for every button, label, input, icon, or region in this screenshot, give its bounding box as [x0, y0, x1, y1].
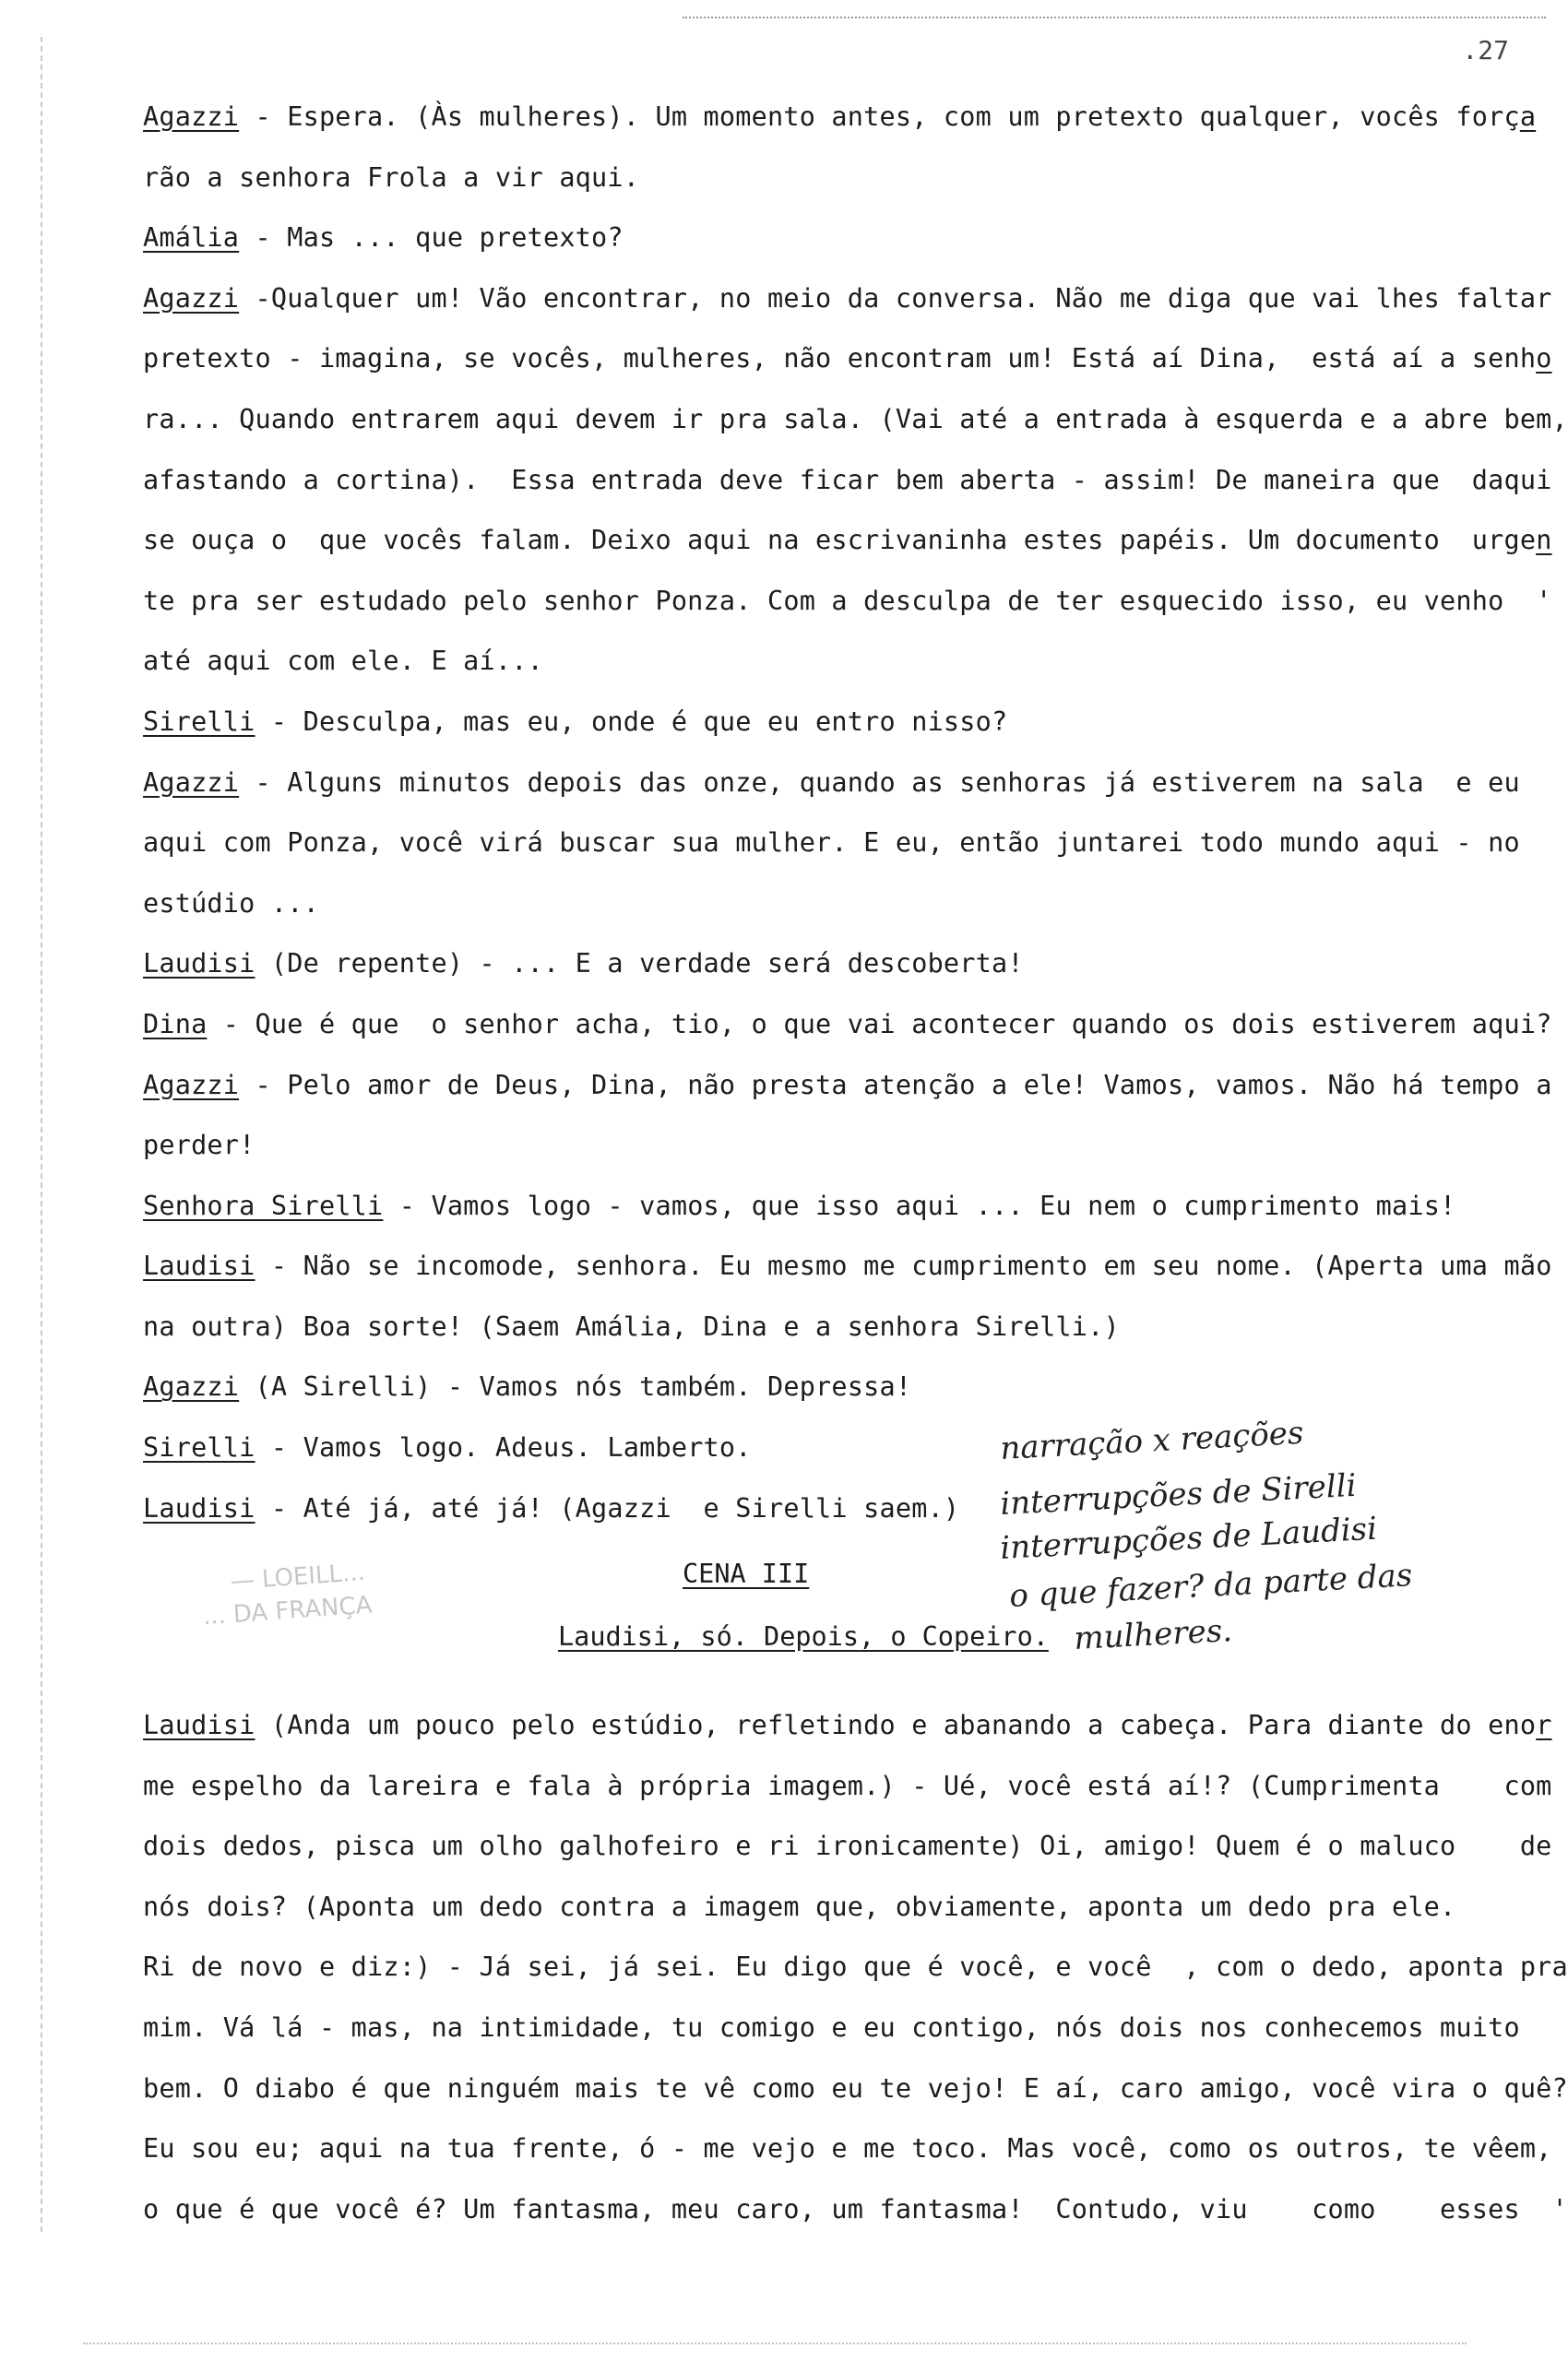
text-line: [143, 1297, 1508, 1358]
line-text: - Pelo amor de Deus, Dina, não presta atenção a ele! Vamos, vamos. Não há tempo a: [239, 1069, 1552, 1100]
line-text: - Que é que o senhor acha, tio, o que vai acontecer quando os dois estiverem aqui?: [207, 1008, 1552, 1039]
text-line: [143, 450, 1552, 511]
line-text: mim. Vá lá - mas, na intimidade, tu comigo e eu contigo, nós dois nos conhecemos muito: [143, 2011, 1520, 2043]
page-number: .27: [1462, 35, 1509, 65]
line-text: - Desculpa, mas eu, onde é que eu entro nisso?: [255, 706, 1008, 737]
handwritten-annotation: [992, 1414, 1545, 1660]
text-line: [143, 631, 1508, 692]
underlined-text: Agazzi: [143, 101, 240, 132]
line-text: (Anda um pouco pelo estúdio, refletindo e abanando a cabeça. Para diante do eno: [255, 1710, 1537, 1740]
line-text: - Até já, até já! (Agazzi e Sirelli saem.): [255, 1492, 960, 1524]
text-line: [143, 2179, 1568, 2240]
text-line: [143, 2118, 1552, 2179]
text-line: [143, 873, 1508, 934]
text-line: [143, 571, 1552, 632]
underlined-text: Sirelli: [143, 706, 255, 737]
handwritten-line: interrupções de Laudisi: [999, 1510, 1378, 1567]
dialogue-block-bottom: [143, 1695, 1568, 2239]
text-line: [143, 389, 1568, 450]
underlined-text: Dina: [143, 1008, 208, 1039]
text-line: [143, 753, 1520, 813]
text-line: [143, 87, 1537, 148]
line-text: -Qualquer um! Vão encontrar, no meio da conversa. Não me diga que vai lhes faltar: [239, 282, 1552, 314]
top-dotted-rule: [683, 17, 1546, 18]
underlined-text: Laudisi: [143, 1492, 255, 1524]
text-line: [143, 933, 1508, 994]
line-text: perder!: [143, 1130, 255, 1161]
faint-note-line: — LOEILL...: [229, 1559, 366, 1596]
line-text: Eu sou eu; aqui na tua frente, ó - me vejo e me toco. Mas você, como os outros, te vêem,: [143, 2133, 1552, 2165]
handwritten-line: narração x reações: [999, 1414, 1305, 1467]
text-line: [143, 1115, 1508, 1176]
line-text: aqui com Ponza, você virá buscar sua mulher. E eu, então juntarei todo mundo aqui - no: [143, 827, 1520, 859]
line-text: o que é que você é? Um fantasma, meu caro, um fantasma! Contudo, viu como esses ': [143, 2193, 1568, 2225]
scene-subtitle: Laudisi, só. Depois, o Copeiro.: [558, 1621, 1049, 1652]
underlined-text: Agazzi: [143, 766, 240, 798]
line-text: até aqui com ele. E aí...: [143, 646, 543, 677]
text-line: [143, 1937, 1568, 1998]
text-line: [143, 692, 1508, 753]
underlined-text: a: [1519, 101, 1537, 132]
line-text: ra... Quando entrarem aqui devem ir pra sala. (Vai até a entrada à esquerda e a abre bem,: [143, 403, 1568, 434]
bottom-dotted-rule: [83, 2343, 1467, 2344]
line-text: - Espera. (Às mulheres). Um momento antes, com um pretexto qualquer, vocês forç: [239, 101, 1520, 132]
text-line: [143, 1695, 1552, 1756]
line-text: te pra ser estudado pelo senhor Ponza. Com a desculpa de ter esquecido isso, eu venho ': [143, 585, 1552, 616]
text-line: [143, 328, 1552, 389]
line-text: Ri de novo e diz:) - Já sei, já sei. Eu digo que é você, e você , com o dedo, aponta pra: [143, 1952, 1568, 1983]
underlined-text: Agazzi: [143, 1371, 240, 1403]
line-text: pretexto - imagina, se vocês, mulheres, não encontram um! Está aí Dina, está aí a senh: [143, 343, 1537, 374]
text-line: [143, 148, 1508, 208]
text-line: [143, 1756, 1552, 1817]
text-line: [143, 510, 1552, 571]
text-line: [143, 1357, 1508, 1418]
line-text: afastando a cortina). Essa entrada deve ficar bem aberta - assim! De maneira que daqui: [143, 464, 1552, 495]
underlined-text: o: [1536, 343, 1552, 374]
text-line: [143, 1998, 1520, 2058]
text-line: [143, 2058, 1568, 2119]
text-line: [143, 268, 1552, 329]
text-line: [143, 1055, 1552, 1116]
line-text: - Vamos logo. Adeus. Lamberto.: [255, 1432, 752, 1464]
line-text: rão a senhora Frola a vir aqui.: [143, 161, 640, 193]
line-text: bem. O diabo é que ninguém mais te vê como eu te vejo! E aí, caro amigo, você vira o quê?: [143, 2072, 1568, 2104]
handwritten-line: o que fazer? da parte das: [1008, 1557, 1414, 1615]
line-text: - Vamos logo - vamos, que isso aqui ... Eu nem o cumprimento mais!: [383, 1190, 1456, 1221]
line-text: - Mas ... que pretexto?: [239, 222, 624, 254]
line-text: me espelho da lareira e fala à própria imagem.) - Ué, você está aí!? (Cumprimenta com: [143, 1770, 1552, 1801]
text-line: [143, 1236, 1552, 1297]
underlined-text: Agazzi: [143, 282, 240, 314]
text-line: [143, 1877, 1508, 1938]
line-text: nós dois? (Aponta um dedo contra a imagem que, obviamente, aponta um dedo pra ele.: [143, 1891, 1456, 1922]
handwritten-line: mulheres.: [1073, 1612, 1233, 1657]
dialogue-block-top: [143, 87, 1568, 1538]
faint-note-line: ... DA FRANÇA: [201, 1591, 374, 1631]
text-line: [143, 994, 1552, 1055]
handwritten-line: interrupções de Sirelli: [999, 1466, 1358, 1523]
underlined-text: Senhora Sirelli: [143, 1190, 384, 1221]
line-text: se ouça o que vocês falam. Deixo aqui na escrivaninha estes papéis. Um documento urge: [143, 525, 1537, 556]
underlined-text: n: [1536, 525, 1552, 556]
left-margin-shadow: [41, 37, 42, 2232]
text-line: [143, 208, 1508, 268]
faint-pencil-note: [194, 1551, 600, 1631]
text-line: [143, 1816, 1552, 1877]
underlined-text: Agazzi: [143, 1069, 240, 1100]
underlined-text: Sirelli: [143, 1432, 255, 1464]
line-text: na outra) Boa sorte! (Saem Amália, Dina e a senhora Sirelli.): [143, 1311, 1120, 1342]
line-text: dois dedos, pisca um olho galhofeiro e ri ironicamente) Oi, amigo! Quem é o maluco de: [143, 1831, 1552, 1862]
underlined-text: r: [1536, 1710, 1552, 1740]
underlined-text: Laudisi: [143, 1251, 255, 1282]
text-line: [143, 1176, 1508, 1237]
line-text: - Alguns minutos depois das onze, quando as senhoras já estiverem na sala e eu: [239, 766, 1520, 798]
text-line: [143, 813, 1520, 873]
underlined-text: Laudisi: [143, 948, 255, 979]
line-text: (De repente) - ... E a verdade será descoberta!: [255, 948, 1024, 979]
line-text: - Não se incomode, senhora. Eu mesmo me cumprimento em seu nome. (Aperta uma mão: [255, 1251, 1552, 1282]
line-text: (A Sirelli) - Vamos nós também. Depressa!: [239, 1371, 912, 1403]
scene-title: CENA III: [683, 1559, 810, 1589]
line-text: estúdio ...: [143, 887, 319, 919]
underlined-text: Laudisi: [143, 1710, 255, 1740]
underlined-text: Amália: [143, 222, 240, 254]
